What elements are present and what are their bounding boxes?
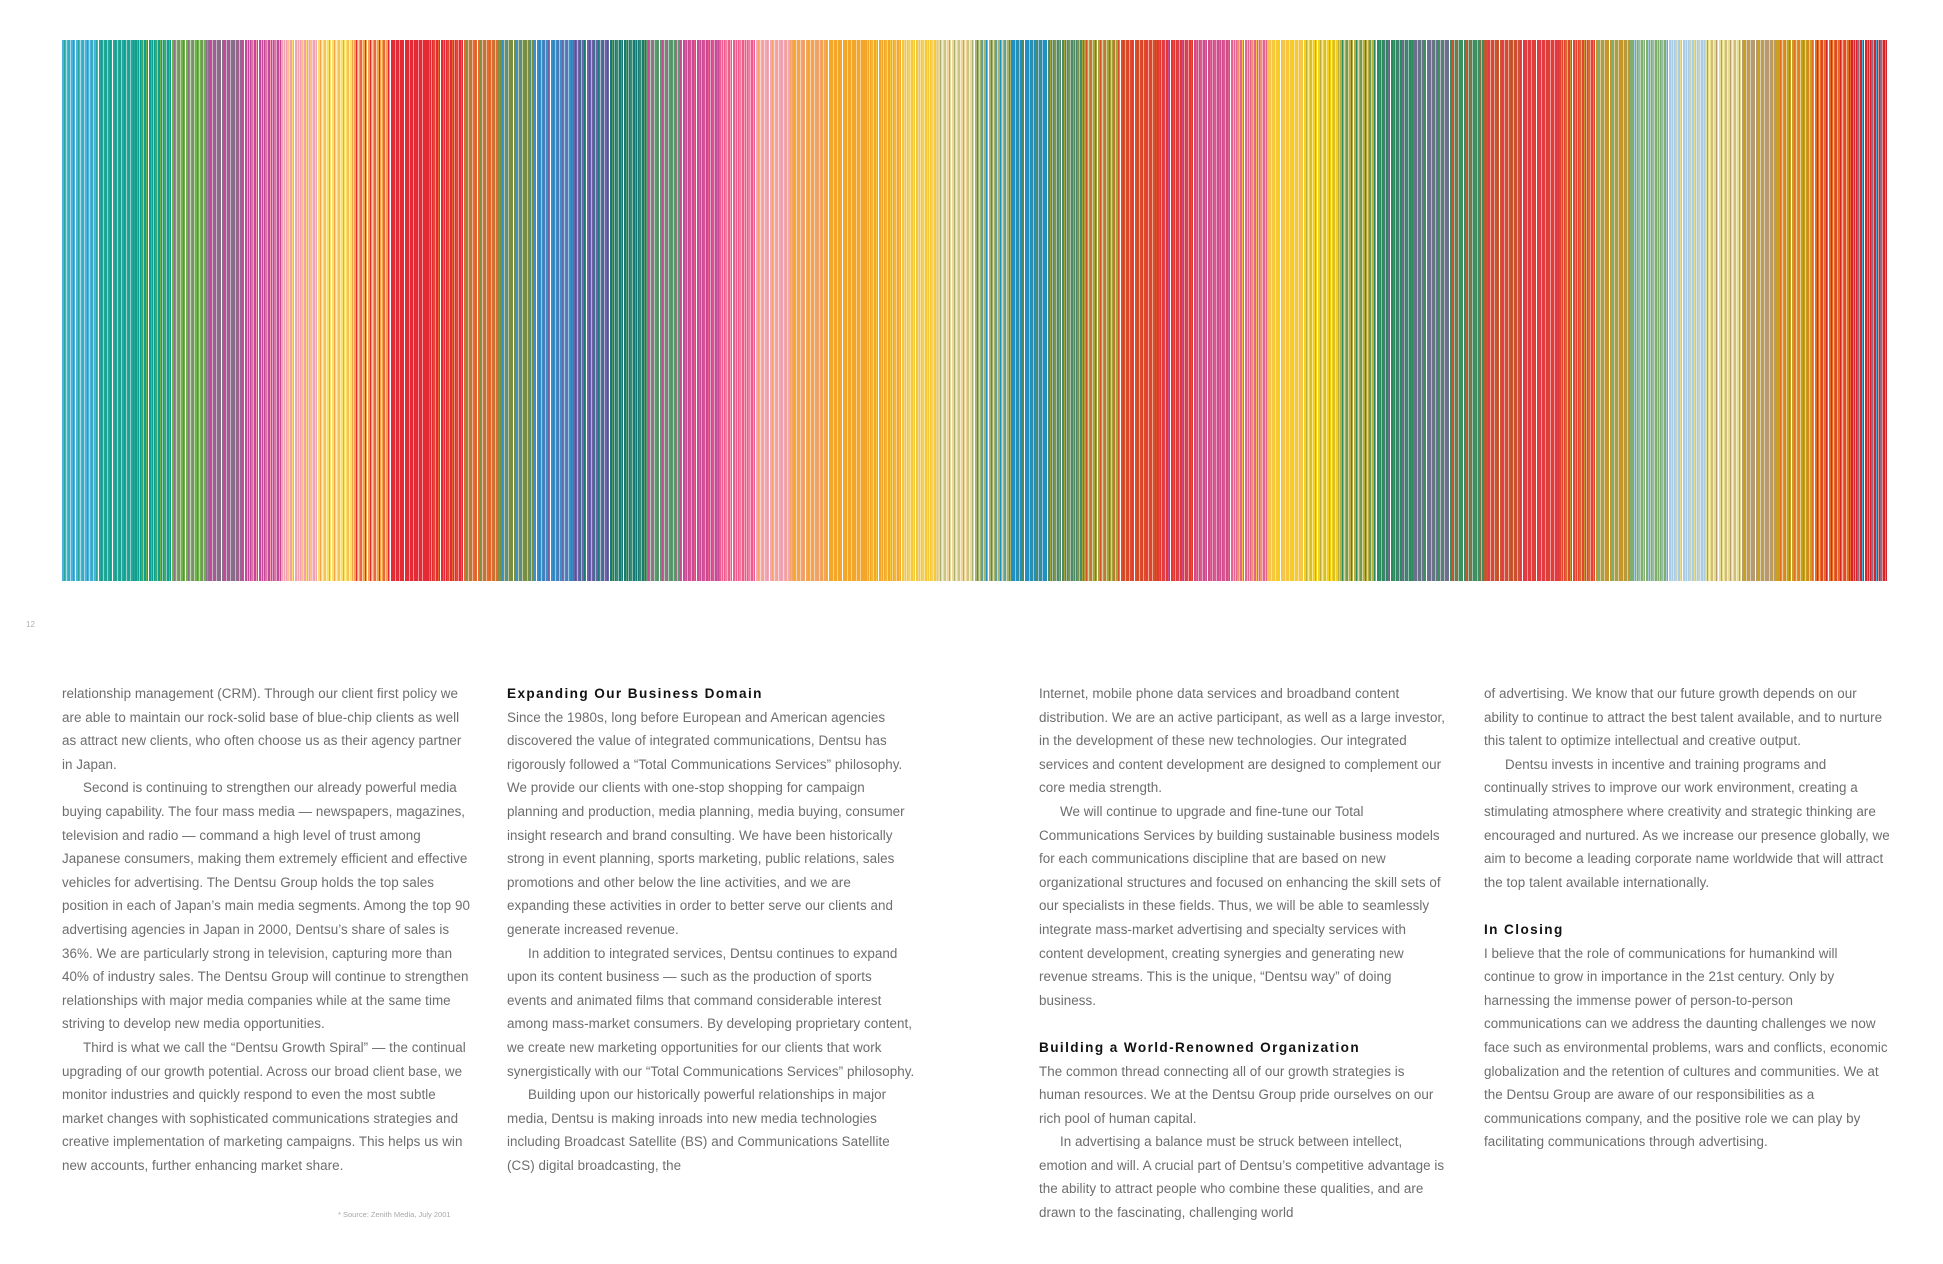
stripe-38 xyxy=(1413,40,1450,581)
text-column-4 xyxy=(1484,682,1892,1154)
stripe-33 xyxy=(1231,40,1268,581)
stripe-28 xyxy=(1048,40,1085,581)
stripe-27 xyxy=(1011,40,1048,581)
stripe-23 xyxy=(865,40,902,581)
stripe-50 xyxy=(1851,40,1888,581)
stripe-31 xyxy=(1157,40,1194,581)
stripe-41 xyxy=(1523,40,1560,581)
stripe-25 xyxy=(938,40,975,581)
body-paragraph: Second is continuing to strengthen our already powerful media buying capability. The four mass media — newspapers, magazines, television and radio — command a high level of trust among Japanese consumers, making them extremely efficient and effective vehicles for advertising. The Dentsu Group holds the top sales position in each of Japan’s main media segments. Among the top 90 advertising agencies in Japan in 2000, Dentsu’s share of sales is 36%. We are particularly strong in television, capturing more than 40% of industry sales. The Dentsu Group will continue to strengthen relationships with major media companies while at the same time striving to develop new media opportunities. xyxy=(62,780,470,1032)
stripe-7 xyxy=(281,40,318,581)
stripe-39 xyxy=(1450,40,1487,581)
body-paragraph: In addition to integrated services, Dentsu continues to expand upon its content business — such as the production of sports events and animated films that command considerable interest among mass-market consumers. By developing proprietary content, we create new marketing opportunities for our clients that work synergistically with our “Total Communications Services” philosophy. xyxy=(507,945,915,1079)
body-paragraph: relationship management (CRM). Through our client first policy we are able to maintain our rock-solid base of blue-chip clients as well as attract new clients, who often choose us as their agency partner in Japan. xyxy=(62,686,462,772)
body-paragraph: We will continue to upgrade and fine-tune our Total Communications Services by building sustainable business models for each communications discipline that are based on new organizational structures and focused on enhancing the skill sets of our specialists in these fields. Thus, we will be able to seamlessly integrate mass-market advertising and specialty services with content development, creating synergies and generating new revenue streams. This is the unique, “Dentsu way” of doing business. xyxy=(1039,803,1441,1008)
stripe-13 xyxy=(500,40,537,581)
stripe-45 xyxy=(1669,40,1706,581)
body-paragraph: Third is what we call the “Dentsu Growth Spiral” — the continual upgrading of our growth potential. Across our broad client base, we monitor industries and quickly respond to even the most subtle market changes with sophisticated communications strategies and creative implementation of marketing campaigns. This helps us win new accounts, further enhancing market share. xyxy=(62,1039,466,1173)
stripe-35 xyxy=(1304,40,1341,581)
stripe-16 xyxy=(610,40,647,581)
stripe-3 xyxy=(135,40,172,581)
stripe-9 xyxy=(354,40,391,581)
stripe-21 xyxy=(792,40,829,581)
text-column-1 xyxy=(62,682,470,1177)
body-paragraph: In advertising a balance must be struck between intellect, emotion and will. A crucial part of Dentsu’s competitive advantage is the ability to attract people who combine these qualities, and are drawn to the fascinating, challenging world xyxy=(1039,1134,1445,1221)
section-heading: Building a World-Renowned Organization xyxy=(1039,1039,1361,1055)
stripe-46 xyxy=(1705,40,1742,581)
stripe-8 xyxy=(318,40,355,581)
body-paragraph: The common thread connecting all of our growth strategies is human resources. We at the Dentsu Group pride ourselves on our rich pool of human capital. xyxy=(1039,1063,1434,1126)
stripe-22 xyxy=(829,40,866,581)
stripe-36 xyxy=(1340,40,1377,581)
text-column-2 xyxy=(507,682,915,1177)
body-paragraph: Since the 1980s, long before European and American agencies discovered the value of integrated communications, Dentsu has rigorously followed a “Total Communications Services” philosophy. We provide our clients with one-stop shopping for campaign planning and production, media planning, media buying, consumer insight research and brand consulting. We have been historically strong in event planning, sports marketing, public relations, sales promotions and other below the line activities, and we are expanding these activities in order to better serve our clients and generate increased revenue. xyxy=(507,709,905,937)
stripe-20 xyxy=(756,40,793,581)
stripe-2 xyxy=(99,40,136,581)
stripe-40 xyxy=(1486,40,1523,581)
stripe-34 xyxy=(1267,40,1304,581)
body-paragraph: of advertising. We know that our future growth depends on our ability to continue to attract the best talent available, and to nurture this talent to optimize intellectual and creative output. xyxy=(1484,686,1883,749)
text-column-3 xyxy=(1039,682,1447,1225)
stripe-19 xyxy=(719,40,756,581)
stripe-44 xyxy=(1632,40,1669,581)
stripe-47 xyxy=(1742,40,1779,581)
stripe-29 xyxy=(1084,40,1121,581)
stripe-17 xyxy=(646,40,683,581)
stripe-37 xyxy=(1377,40,1414,581)
stripe-10 xyxy=(391,40,428,581)
section-heading: In Closing xyxy=(1484,921,1564,937)
stripe-30 xyxy=(1121,40,1158,581)
paragraph-gap xyxy=(1484,894,1892,918)
stripe-14 xyxy=(537,40,574,581)
stripe-12 xyxy=(464,40,501,581)
stripe-18 xyxy=(683,40,720,581)
stripe-32 xyxy=(1194,40,1231,581)
stripe-49 xyxy=(1815,40,1852,581)
section-heading: Expanding Our Business Domain xyxy=(507,686,763,701)
page-number: 12 xyxy=(26,620,35,629)
stripe-42 xyxy=(1559,40,1596,581)
stripe-24 xyxy=(902,40,939,581)
stripe-1 xyxy=(62,40,99,581)
stripe-4 xyxy=(172,40,209,581)
stripe-11 xyxy=(427,40,464,581)
stripe-5 xyxy=(208,40,245,581)
color-stripe-band xyxy=(62,40,1888,581)
paragraph-gap xyxy=(1039,1012,1447,1036)
stripe-26 xyxy=(975,40,1012,581)
stripe-48 xyxy=(1778,40,1815,581)
source-footnote: * Source: Zenith Media, July 2001 xyxy=(338,1210,451,1219)
stripe-6 xyxy=(245,40,282,581)
body-paragraph: Building upon our historically powerful relationships in major media, Dentsu is making inroads into new media technologies including Broadcast Satellite (BS) and Communications Satellite (CS) digital broadcasting, the xyxy=(507,1087,890,1173)
stripe-15 xyxy=(573,40,610,581)
body-paragraph: Dentsu invests in incentive and training programs and continually strives to improve our work environment, creating a stimulating atmosphere where creativity and strategic thinking are encouraged and nurtured. As we increase our presence globally, we aim to become a leading corporate name worldwide that will attract the top talent available internationally. xyxy=(1484,756,1890,890)
stripe-43 xyxy=(1596,40,1633,581)
body-paragraph: Internet, mobile phone data services and broadband content distribution. We are an active participant, as well as a large investor, in the development of these new technologies. Our integrated services and content development are designed to complement our core media strength. xyxy=(1039,686,1446,796)
body-paragraph: I believe that the role of communications for humankind will continue to grow in importance in the 21st century. Only by harnessing the immense power of person-to-person communications can we address the daunting challenges we now face such as environmental problems, wars and conflicts, economic globalization and the retention of cultures and communities. We at the Dentsu Group are aware of our responsibilities as a communications company, and the positive role we can play by facilitating communications through advertising. xyxy=(1484,945,1888,1150)
